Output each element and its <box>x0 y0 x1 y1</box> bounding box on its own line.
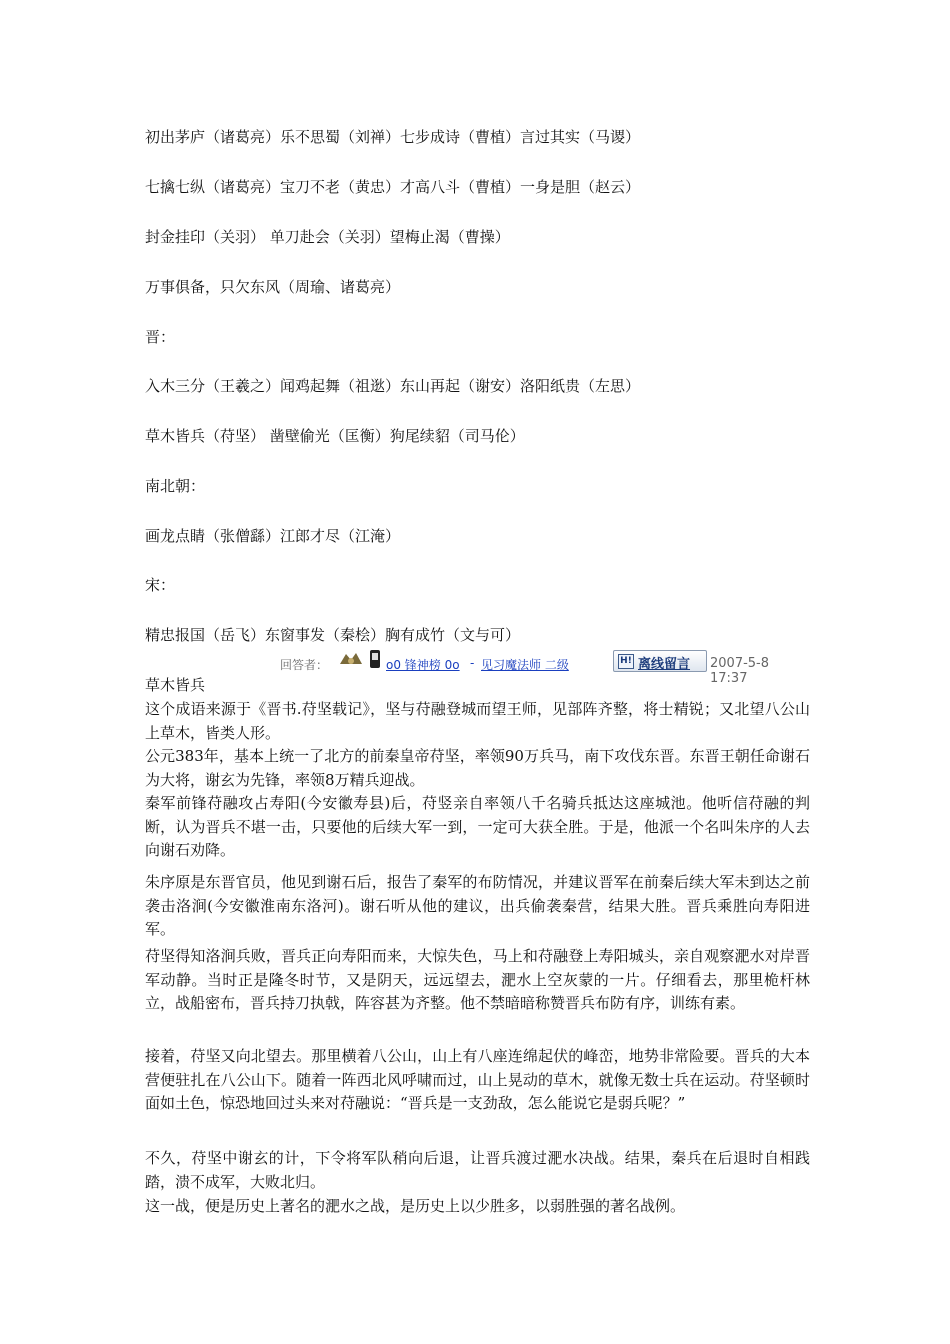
article-paragraph: 苻坚得知洛涧兵败，晋兵正向寿阳而来，大惊失色，马上和苻融登上寿阳城头，亲自观察淝水对岸晋军动静。当时正是隆冬时节，又是阴天，远远望去，淝水上空灰蒙的一片。仔细看去，那里桅杆林立，战船密布，晋兵持刀执戟，阵容甚为齐整。他不禁暗暗称赞晋兵布防有序，训练有素。 <box>145 947 810 1012</box>
dynasty-heading: 南北朝： <box>145 477 206 495</box>
dynasty-heading: 宋： <box>145 576 176 594</box>
idiom-line: 七擒七纵（诸葛亮）宝刀不老（黄忠）才高八斗（曹植）一身是胆（赵云） <box>145 178 641 196</box>
idiom-line: 初出茅庐（诸葛亮）乐不思蜀（刘禅）七步成诗（曹植）言过其实（马谡） <box>145 128 641 146</box>
answer-date: 2007-5-8 17:37 <box>710 656 770 686</box>
answerer-rank-link[interactable]: 见习魔法师 二级 <box>481 658 569 672</box>
idiom-line: 入木三分（王羲之）闻鸡起舞（祖逖）东山再起（谢安）洛阳纸贵（左思） <box>145 377 641 395</box>
article-paragraph: 这个成语来源于《晋书.苻坚载记》，坚与苻融登城而望王师，见部阵齐整，将士精锐；又北望八公山上草木，皆类人形。 <box>145 700 810 742</box>
message-icon: H! <box>618 654 634 669</box>
article-paragraph: 秦军前锋苻融攻占寿阳(今安徽寿县)后，苻竖亲自率领八千名骑兵抵达这座城池。他听信苻融的判断，认为晋兵不堪一击，只要他的后续大军一到，一定可大获全胜。于是，他派一个名叫朱序的人去向谢石劝降。 <box>145 794 810 859</box>
answerer-bar <box>280 650 810 686</box>
idiom-line: 封金挂印（关羽） 单刀赴会（关羽）望梅止渴（曹操） <box>145 228 510 246</box>
mobile-icon <box>370 650 380 668</box>
dynasty-heading: 晋： <box>145 328 176 346</box>
idiom-line: 精忠报国（岳飞）东窗事发（秦桧）胸有成竹（文与可） <box>145 626 521 644</box>
article-title: 草木皆兵 <box>145 676 206 694</box>
offline-message-button[interactable] <box>613 650 707 672</box>
separator: - <box>470 656 475 670</box>
article-paragraph: 朱序原是东晋官员，他见到谢石后，报告了秦军的布防情况，并建议晋军在前秦后续大军未到达之前袭击洛涧(今安徽淮南东洛河)。谢石听从他的建议，出兵偷袭秦营，结果大胜。晋兵乘胜向寿阳进军。 <box>145 873 810 938</box>
article-paragraph: 这一战，便是历史上著名的淝水之战，是历史上以少胜多，以弱胜强的著名战例。 <box>145 1197 686 1215</box>
answerer-label: 回答者： <box>280 658 329 672</box>
idiom-line: 万事俱备，只欠东风（周瑜、诸葛亮） <box>145 278 401 296</box>
offline-message-label: 离线留言 <box>638 657 691 672</box>
idiom-line: 画龙点睛（张僧繇）江郎才尽（江淹） <box>145 527 401 545</box>
article-paragraph: 接着，苻坚又向北望去。那里横着八公山，山上有八座连绵起伏的峰峦，地势非常险要。晋兵的大本营便驻扎在八公山下。随着一阵西北风呼啸而过，山上晃动的草木，就像无数士兵在运动。苻坚顿时面如土色，惊恐地回过头来对苻融说：“晋兵是一支劲敌，怎么能说它是弱兵呢？” <box>145 1047 810 1112</box>
article-paragraph: 公元383年，基本上统一了北方的前秦皇帝苻坚，率领90万兵马，南下攻伐东晋。东晋王朝任命谢石为大将，谢玄为先锋，率领8万精兵迎战。 <box>145 747 810 789</box>
idiom-line: 草木皆兵（苻坚） 凿壁偷光（匡衡）狗尾续貂（司马伦） <box>145 427 525 445</box>
answerer-username-link[interactable]: o0 锋神榜 0o <box>386 658 460 672</box>
article-paragraph: 不久，苻坚中谢玄的计，下令将军队稍向后退，让晋兵渡过淝水决战。结果，秦兵在后退时自相践踏，溃不成军，大败北归。 <box>145 1149 810 1191</box>
user-avatar-icon <box>340 652 362 666</box>
